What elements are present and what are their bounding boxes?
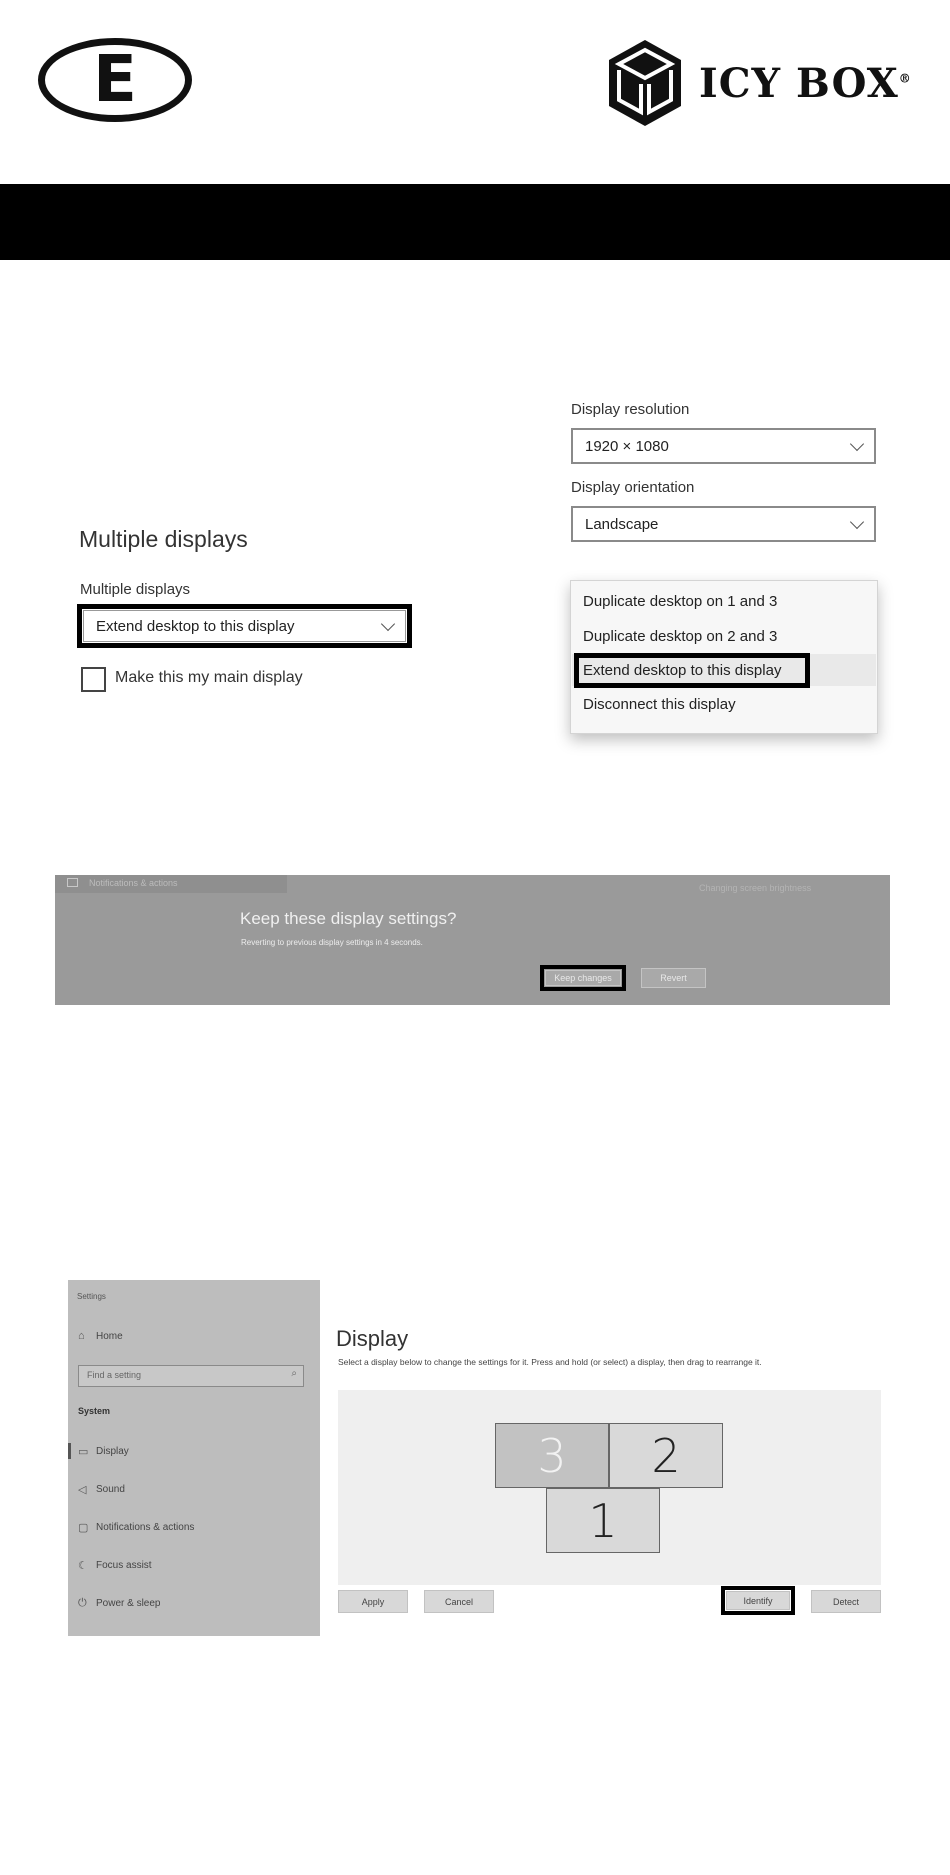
monitor-3[interactable]: 3	[495, 1423, 609, 1488]
nav-power-sleep[interactable]	[78, 1597, 160, 1610]
page-description: Select a display below to change the settings for it. Press and hold (or select) a display, then drag to rearrange it.	[338, 1357, 762, 1367]
orientation-value: Landscape	[585, 515, 659, 533]
brand-logo	[605, 36, 925, 130]
search-placeholder: Find a setting	[87, 1370, 142, 1380]
nav-sound-label: Sound	[96, 1484, 125, 1495]
nav-notifications[interactable]	[78, 1521, 194, 1534]
section-title: Multiple displays	[79, 526, 248, 552]
multiple-displays-value: Extend desktop to this display	[96, 617, 295, 635]
home-icon: ⌂	[78, 1330, 85, 1342]
notification-icon	[67, 878, 78, 887]
resolution-label: Display resolution	[571, 401, 690, 418]
display-arrangement	[338, 1390, 881, 1585]
page-title: Display	[336, 1326, 409, 1351]
header-bar	[0, 184, 950, 260]
window-title: Settings	[77, 1292, 106, 1301]
dialog-title: Keep these display settings?	[240, 909, 457, 928]
identify-button[interactable]: Identify	[726, 1591, 790, 1610]
multiple-displays-menu	[570, 580, 878, 734]
menu-item[interactable]: Duplicate desktop on 1 and 3	[583, 593, 778, 610]
orientation-label: Display orientation	[571, 479, 695, 496]
nav-power-sleep-label: Power & sleep	[96, 1598, 161, 1609]
search-input[interactable]	[78, 1365, 304, 1387]
apply-button[interactable]: Apply	[338, 1590, 408, 1613]
main-display-checkbox[interactable]	[81, 667, 106, 692]
resolution-select[interactable]	[571, 428, 876, 464]
resolution-value: 1920 × 1080	[585, 437, 669, 455]
power-icon: ⏻	[78, 1597, 87, 1609]
nav-notifications-label: Notifications & actions	[96, 1522, 195, 1533]
chevron-down-icon	[850, 437, 864, 451]
nav-focus-assist[interactable]	[78, 1559, 152, 1572]
menu-item[interactable]: Disconnect this display	[583, 696, 736, 713]
search-icon: ⌕	[291, 1368, 297, 1379]
selected-indicator	[68, 1443, 71, 1459]
section-label: System	[78, 1406, 111, 1416]
nav-sound[interactable]	[78, 1483, 125, 1496]
bg-nav-item: Notifications & actions	[89, 878, 178, 888]
settings-sidebar	[68, 1280, 320, 1636]
language-badge	[38, 38, 192, 122]
keep-settings-dialog	[55, 875, 890, 1005]
monitor-2[interactable]: 2	[609, 1423, 723, 1488]
speaker-icon: ◁	[78, 1484, 87, 1496]
nav-display-label: Display	[96, 1446, 129, 1457]
cube-icon	[605, 36, 685, 130]
monitor-1[interactable]: 1	[546, 1488, 660, 1553]
revert-button[interactable]: Revert	[641, 968, 706, 988]
detect-button[interactable]: Detect	[811, 1590, 881, 1613]
brand-name: ICY BOX®	[699, 59, 912, 107]
multiple-displays-label: Multiple displays	[80, 581, 191, 598]
nav-home-label: Home	[96, 1330, 123, 1342]
multiple-displays-select[interactable]	[83, 610, 406, 642]
monitor-icon: ▭	[78, 1446, 89, 1458]
cancel-button[interactable]: Cancel	[424, 1590, 494, 1613]
nav-focus-assist-label: Focus assist	[96, 1560, 152, 1571]
registered-mark: ®	[898, 71, 912, 86]
chevron-down-icon	[381, 617, 395, 631]
main-display-label: Make this my main display	[115, 669, 303, 686]
moon-icon: ☾	[78, 1560, 88, 1572]
bg-right-text: Changing screen brightness	[699, 883, 812, 893]
language-letter: E	[93, 43, 137, 117]
keep-changes-button[interactable]: Keep changes	[545, 970, 621, 986]
menu-item-selected[interactable]: Extend desktop to this display	[583, 662, 782, 679]
nav-display[interactable]	[78, 1445, 129, 1458]
menu-item[interactable]: Duplicate desktop on 2 and 3	[583, 628, 778, 645]
dialog-message: Reverting to previous display settings in 4 seconds.	[241, 938, 423, 947]
chevron-down-icon	[850, 515, 864, 529]
orientation-select[interactable]	[571, 506, 876, 542]
nav-home[interactable]	[78, 1330, 123, 1342]
notification-icon: ▢	[78, 1522, 89, 1534]
